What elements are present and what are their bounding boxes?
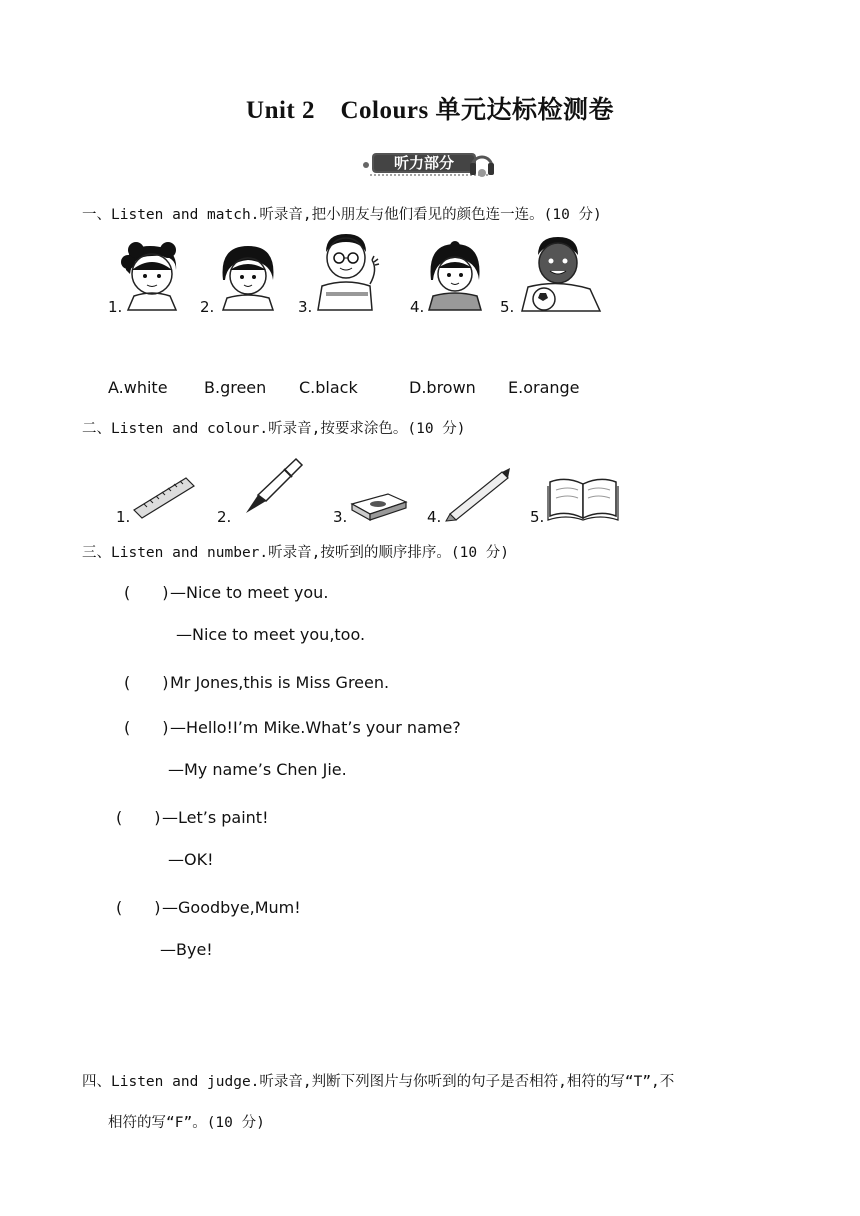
child-5-image (518, 235, 602, 313)
q2-number-3: 3. (333, 508, 348, 526)
dialogue-2-line-1: ( )Mr Jones,this is Miss Green. (124, 670, 389, 693)
option-e: E.orange (508, 378, 580, 397)
pencil-icon (444, 466, 514, 522)
q1-heading: 一、Listen and match.听录音,把小朋友与他们看见的颜色连一连。(10 分) (82, 207, 602, 223)
child-4-image (425, 240, 485, 312)
q1-number-2: 2. (200, 298, 215, 316)
dialogue-4-line-1: ( )—Let’s paint! (116, 805, 269, 828)
answer-bracket-5[interactable]: ( ) (116, 898, 161, 917)
answer-bracket-2[interactable]: ( ) (124, 673, 169, 692)
dialogue-5-line-2: —Bye! (160, 940, 213, 959)
listening-section-badge (360, 143, 500, 179)
book-icon (546, 474, 620, 522)
option-d: D.brown (409, 378, 476, 397)
q4-heading-line-1: 四、Listen and judge.听录音,判断下列图片与你听到的句子是否相符,相符的写“T”,不 (82, 1074, 675, 1090)
dialogue-3-line-1: ( )—Hello!I’m Mike.What’s your name? (124, 715, 461, 738)
q1-number-5: 5. (500, 298, 515, 316)
child-1-image (118, 240, 186, 312)
q4-heading-line-2: 相符的写“F”。(10 分) (108, 1115, 265, 1131)
option-a: A.white (108, 378, 168, 397)
q2-number-2: 2. (217, 508, 232, 526)
q1-number-3: 3. (298, 298, 313, 316)
dialogue-3-line-2: —My name’s Chen Jie. (168, 760, 347, 779)
dialogue-4-line-2: —OK! (168, 850, 214, 869)
q1-number-4: 4. (410, 298, 425, 316)
eraser-icon (348, 490, 410, 522)
q2-number-4: 4. (427, 508, 442, 526)
dialogue-1-line-1: ( )—Nice to meet you. (124, 580, 328, 603)
q3-heading: 三、Listen and number.听录音,按听到的顺序排序。(10 分) (82, 545, 510, 561)
headphones-icon (470, 157, 494, 177)
ruler-icon (130, 470, 196, 520)
q2-number-5: 5. (530, 508, 545, 526)
page-title: Unit 2 Colours 单元达标检测卷 (246, 97, 614, 124)
child-2-image (215, 240, 281, 312)
q2-heading: 二、Listen and colour.听录音,按要求涂色。(10 分) (82, 421, 466, 437)
answer-bracket-1[interactable]: ( ) (124, 583, 169, 602)
answer-bracket-4[interactable]: ( ) (116, 808, 161, 827)
option-b: B.green (204, 378, 267, 397)
q2-number-1: 1. (116, 508, 131, 526)
q1-number-1: 1. (108, 298, 123, 316)
child-3-image (312, 230, 384, 312)
option-c: C.black (299, 378, 358, 397)
badge-label: 听力部分 (393, 154, 455, 172)
pen-icon (236, 455, 306, 521)
dialogue-1-line-2: —Nice to meet you,too. (176, 625, 366, 644)
answer-bracket-3[interactable]: ( ) (124, 718, 169, 737)
dialogue-5-line-1: ( )—Goodbye,Mum! (116, 895, 301, 918)
